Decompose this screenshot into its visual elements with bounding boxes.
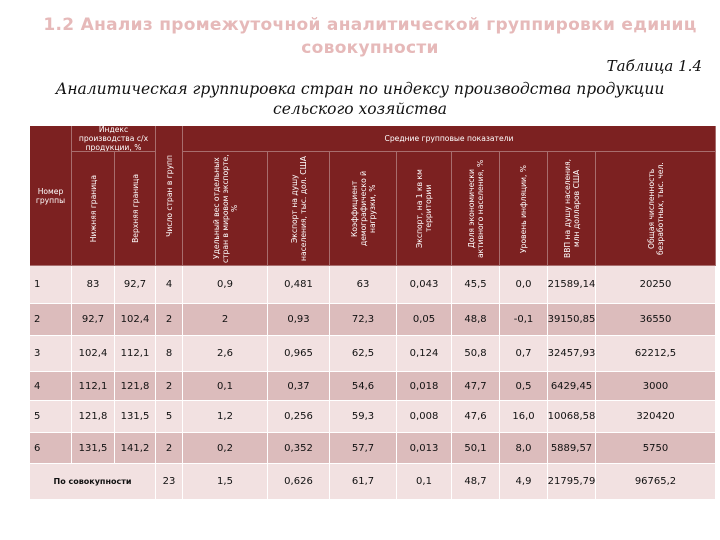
table-cell: 0,013 [397,433,452,464]
table-cell: 83 [72,266,115,304]
slide-title: 1.2 Анализ промежуточной аналитической группировки единиц совокупности [43,15,697,58]
header-group-number: Номер группы [30,126,72,266]
table-cell: 54,6 [330,372,397,401]
table-cell: 102,4 [72,336,115,372]
table-cell: 0,05 [397,304,452,336]
table-cell: 0,043 [397,266,452,304]
table-cell: 50,1 [452,433,500,464]
table-cell: 0,93 [268,304,330,336]
header-col-export-per-capita: Экспорт на душу населения, тыс. дол. США [268,152,330,266]
table-cell: 0,1 [183,372,268,401]
row-group-number: 5 [30,401,72,433]
table-cell: 3000 [596,372,716,401]
table-cell: 48,8 [452,304,500,336]
total-row-label: По совокупности [30,464,156,500]
table-cell: 2,6 [183,336,268,372]
table-cell: 50,8 [452,336,500,372]
table-cell: 0,256 [268,401,330,433]
table-cell: 0,008 [397,401,452,433]
table-cell: 62212,5 [596,336,716,372]
row-group-number: 2 [30,304,72,336]
table-cell: 0,352 [268,433,330,464]
table-cell: 36550 [596,304,716,336]
table-cell: 6429,45 [548,372,596,401]
row-group-number: 3 [30,336,72,372]
table-cell: 32457,93 [548,336,596,372]
table-cell: 131,5 [115,401,156,433]
table-cell: 92,7 [115,266,156,304]
table-cell: 72,3 [330,304,397,336]
table-cell: 0,124 [397,336,452,372]
table-cell: 47,7 [452,372,500,401]
table-cell: 121,8 [72,401,115,433]
table-cell: 5750 [596,433,716,464]
table-cell: 8,0 [500,433,548,464]
table-cell: 320420 [596,401,716,433]
header-col-dependency-ratio: Коэффициент демографическо й нагрузки, % [330,152,397,266]
total-cell: 1,5 [183,464,268,500]
table-cell: 20250 [596,266,716,304]
table-cell: 0,2 [183,433,268,464]
total-cell: 61,7 [330,464,397,500]
table-cell: 121,8 [115,372,156,401]
table-cell: 2 [156,372,183,401]
header-col-inflation: Уровень инфляции, % [500,152,548,266]
table-cell: 21589,14 [548,266,596,304]
table-cell: 5 [156,401,183,433]
table-cell: 4 [156,266,183,304]
table-cell: 141,2 [115,433,156,464]
table-cell: 8 [156,336,183,372]
table-caption: Аналитическая группировка стран по индексу производства продукции сельского хозяйства [55,80,665,118]
table-cell: 0,481 [268,266,330,304]
total-cell: 4,9 [500,464,548,500]
table-cell: 62,5 [330,336,397,372]
row-group-number: 1 [30,266,72,304]
table-cell: -0,1 [500,304,548,336]
table-cell: 45,5 [452,266,500,304]
table-cell: 0,37 [268,372,330,401]
table-cell: 1,2 [183,401,268,433]
table-cell: 57,7 [330,433,397,464]
table-cell: 112,1 [72,372,115,401]
header-col-gdp-per-capita: ВВП на душу населения, млн долларов США [548,152,596,266]
header-col-export-share: Удельный вес отдельных стран в мировом экспорте, % [183,152,268,266]
table-cell: 0,5 [500,372,548,401]
table-cell: 2 [156,433,183,464]
row-group-number: 4 [30,372,72,401]
table-cell: 0,965 [268,336,330,372]
total-cell: 96765,2 [596,464,716,500]
header-col-active-population: Доля экономически активного населения, % [452,152,500,266]
total-cell: 0,1 [397,464,452,500]
table-cell: 47,6 [452,401,500,433]
table-cell: 112,1 [115,336,156,372]
header-country-count: Число стран в групп [156,126,183,266]
grouping-table [30,126,718,500]
table-cell: 92,7 [72,304,115,336]
table-cell: 131,5 [72,433,115,464]
table-cell: 2 [183,304,268,336]
total-cell: 23 [156,464,183,500]
header-average-indicators: Средние групповые показатели [183,126,716,152]
total-cell: 21795,79 [548,464,596,500]
table-cell: 0,018 [397,372,452,401]
header-col-export-per-km: Экспорт, на 1 кв км территории [397,152,452,266]
table-cell: 0,7 [500,336,548,372]
table-cell: 5889,57 [548,433,596,464]
table-cell: 0,0 [500,266,548,304]
header-index-group: Индекс производства с/х продукции, % [72,126,156,152]
table-cell: 0,9 [183,266,268,304]
row-group-number: 6 [30,433,72,464]
table-cell: 10068,58 [548,401,596,433]
table-cell: 16,0 [500,401,548,433]
header-upper-bound: Верхняя граница [115,152,156,266]
total-cell: 48,7 [452,464,500,500]
table-cell: 63 [330,266,397,304]
table-cell: 2 [156,304,183,336]
header-col-unemployed: Общая численность безработных, тыс. чел. [596,152,716,266]
table-cell: 102,4 [115,304,156,336]
total-cell: 0,626 [268,464,330,500]
header-lower-bound: Нижняя граница [72,152,115,266]
table-cell: 39150,85 [548,304,596,336]
table-cell: 59,3 [330,401,397,433]
table-number: Таблица 1.4 [606,57,702,75]
